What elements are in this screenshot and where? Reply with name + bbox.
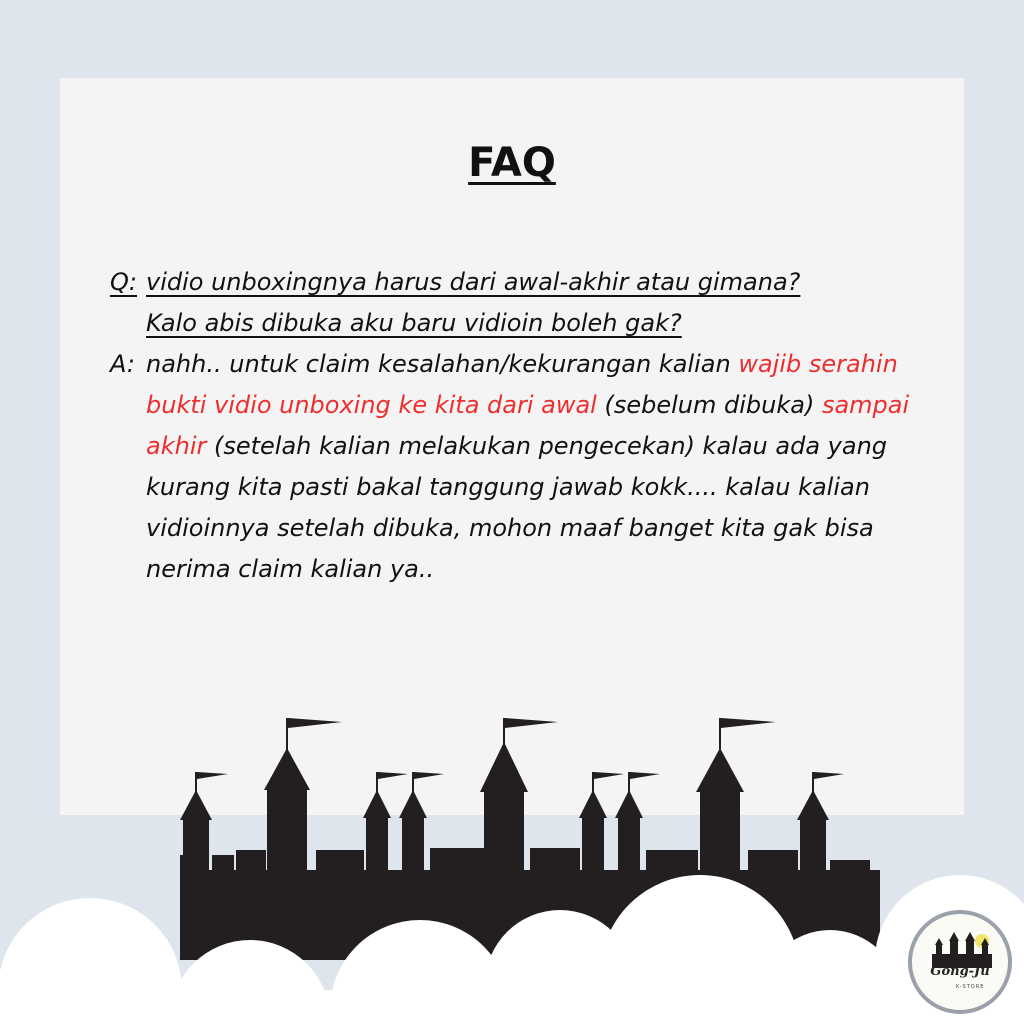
logo-castle-icon: [930, 928, 994, 968]
answer-part-3: (setelah kalian melakukan pengecekan) kalau ada yang kurang kita pasti bakal tanggung jawab kokk.... kalau kalian vidioinnya setelah dibuka, mohon maaf banget kita gak bisa nerima claim kalian ya..: [146, 432, 888, 583]
brand-logo: [908, 910, 1012, 1014]
question-prefix: Q:: [110, 268, 137, 296]
answer-prefix: A:: [110, 350, 135, 378]
answer-highlight-1: wajib serahin bukti vidio unboxing ke kita dari awal: [146, 350, 898, 419]
logo-name: Gong-Ju: [930, 964, 990, 979]
page-title: FAQ: [468, 140, 556, 186]
question-line-1: vidio unboxingnya harus dari awal-akhir atau gimana?: [146, 268, 801, 296]
question-line-2: Kalo abis dibuka aku baru vidioin boleh gak?: [146, 309, 682, 337]
answer-part-1: nahh.. untuk claim kesalahan/kekurangan kalian: [146, 350, 739, 378]
logo-subtitle: K-STORE: [956, 984, 985, 990]
answer-highlight-2: sampai akhir: [146, 391, 910, 460]
answer-part-2: (sebelum dibuka): [596, 391, 822, 419]
